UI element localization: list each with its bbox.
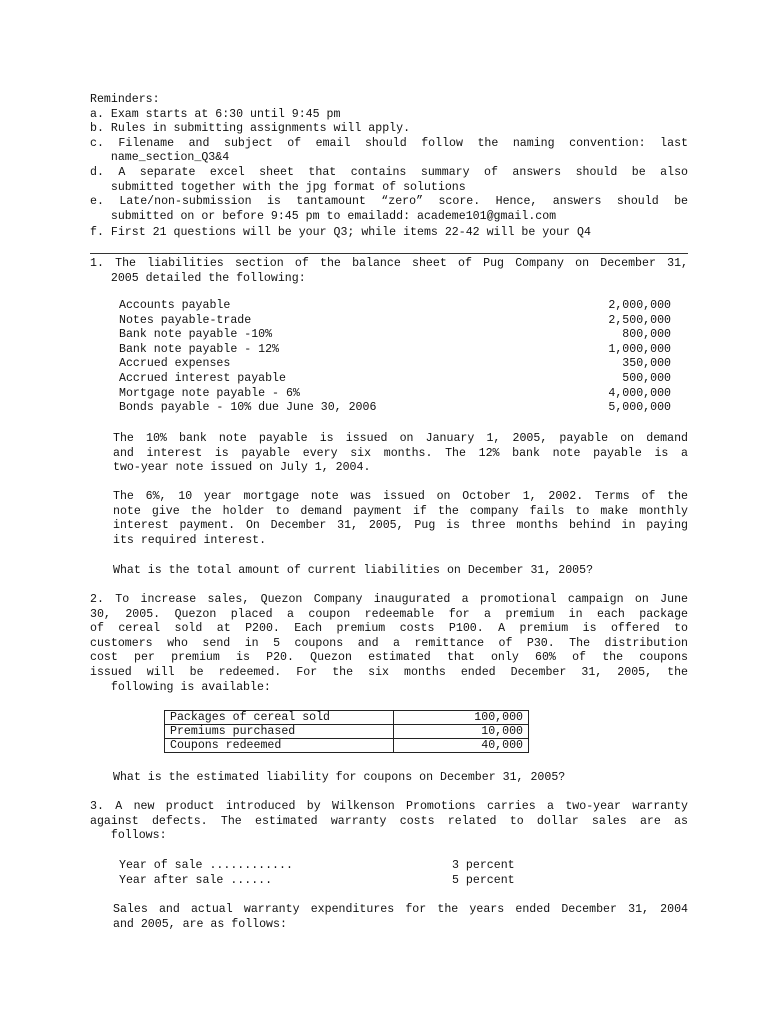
q1-question (113, 564, 688, 579)
reminder-a: a. Exam starts at 6:30 until 9:45 pm (90, 107, 341, 121)
reminder-e-line2: submitted on or before 9:45 pm to emailadd: academe101@gmail.com (90, 209, 557, 223)
liability-label: Bank note payable - 12% (119, 342, 280, 356)
table-cell-label: Coupons redeemed (165, 739, 394, 753)
q3-paragraph (113, 903, 688, 932)
reminder-e-line1: e. Late/non-submission is tantamount “zero” score. Hence, answers should be (90, 195, 688, 209)
q1-para1-line3: two-year note issued on July 1, 2004. (113, 461, 371, 475)
liability-amount: 2,000,000 (608, 299, 671, 312)
reminder-c-line2: name_section_Q3&4 (90, 151, 230, 165)
reminder-d-line1: d. A separate excel sheet that contains summary of answers should be also (90, 165, 688, 179)
liability-row (119, 299, 671, 314)
liability-amount: 5,000,000 (608, 401, 671, 415)
liability-row (119, 357, 671, 372)
q1-intro-line2: 2005 detailed the following: (90, 271, 306, 285)
warranty-label: Year after sale ...... (119, 873, 273, 887)
reminder-d-line2: submitted together with the jpg format of solutions (90, 180, 466, 194)
q3-intro-line1: 3. A new product introduced by Wilkenson Promotions carries a two-year warranty (90, 800, 688, 813)
table-cell-value: 100,000 (394, 711, 529, 725)
q1-paragraph-1 (113, 432, 688, 476)
liability-amount: 1,000,000 (608, 342, 671, 356)
liability-row (119, 328, 671, 343)
q1-para1-line2: and interest is payable every six months. The 12% bank note payable is a (113, 446, 688, 460)
q3-para-line2: and 2005, are as follows: (113, 917, 287, 931)
q2-intro-line6: issued will be redeemed. For the six months ended December 31, 2005, the (90, 665, 688, 679)
q1-liabilities-list (119, 299, 671, 416)
q2-question (113, 771, 688, 786)
table-cell-value: 40,000 (394, 739, 529, 753)
liability-amount: 2,500,000 (608, 313, 671, 327)
table-row (165, 711, 529, 725)
question-3 (90, 800, 688, 844)
liability-label: Accrued expenses (119, 357, 231, 371)
q1-para2-line4: its required interest. (113, 533, 267, 547)
reminders-section (90, 93, 688, 241)
q1-para2-line3: interest payment. On December 31, 2005, Pug is three months behind in paying (113, 519, 688, 533)
liability-row (119, 387, 671, 402)
liability-label: Accrued interest payable (119, 371, 286, 385)
liability-row (119, 314, 671, 329)
liability-label: Notes payable-trade (119, 313, 252, 327)
q2-question-text: What is the estimated liability for coupons on December 31, 2005? (113, 771, 566, 784)
q2-intro-line3: of cereal sold at P200. Each premium costs P100. A premium is offered to (90, 622, 688, 636)
warranty-label: Year of sale ............ (119, 859, 293, 872)
warranty-rate: 5 percent (452, 873, 515, 887)
warranty-row (119, 859, 539, 874)
section-divider (90, 253, 688, 254)
liability-label: Bonds payable - 10% due June 30, 2006 (119, 401, 377, 415)
reminder-c-line1: c. Filename and subject of email should follow the naming convention: last (90, 136, 688, 150)
question-1 (90, 257, 688, 286)
liability-label: Accounts payable (119, 299, 231, 312)
table-cell-value: 10,000 (394, 725, 529, 739)
q2-intro-line1: 2. To increase sales, Quezon Company inaugurated a promotional campaign on June (90, 593, 688, 606)
q1-intro-line1: 1. The liabilities section of the balance sheet of Pug Company on December 31, (90, 257, 688, 270)
reminder-f: f. First 21 questions will be your Q3; while items 22-42 will be your Q4 (90, 226, 591, 240)
q1-para2-line1: The 6%, 10 year mortgage note was issued on October 1, 2002. Terms of the (113, 490, 688, 503)
q2-intro-line4: customers who send in 5 coupons and a remittance of P30. The distribution (90, 636, 688, 650)
q3-intro-line2: against defects. The estimated warranty costs related to dollar sales are as (90, 814, 688, 828)
q3-intro-line3: follows: (90, 829, 167, 843)
q3-para-line1: Sales and actual warranty expenditures for the years ended December 31, 2004 (113, 903, 688, 916)
coupons-table (164, 710, 529, 753)
liability-amount: 800,000 (622, 328, 671, 342)
liability-amount: 500,000 (622, 371, 671, 385)
warranty-rate: 3 percent (452, 859, 515, 872)
reminder-b: b. Rules in submitting assignments will apply. (90, 122, 411, 136)
q3-warranty-rates (119, 859, 539, 888)
q1-para1-line1: The 10% bank note payable is issued on January 1, 2005, payable on demand (113, 432, 688, 445)
q1-question-text: What is the total amount of current liabilities on December 31, 2005? (113, 564, 594, 577)
liability-label: Mortgage note payable - 6% (119, 386, 300, 400)
liability-label: Bank note payable -10% (119, 328, 273, 342)
table-cell-label: Packages of cereal sold (165, 711, 394, 725)
liability-row (119, 372, 671, 387)
q2-intro-line7: following is available: (90, 680, 271, 694)
liability-amount: 4,000,000 (608, 386, 671, 400)
q2-intro-line2: 30, 2005. Quezon placed a coupon redeemable for a premium in each package (90, 607, 688, 621)
q1-para2-line2: note give the holder to demand payment if the company fails to make monthly (113, 504, 688, 518)
warranty-row (119, 874, 539, 889)
q2-intro-line5: cost per premium is P20. Quezon estimated that only 60% of the coupons (90, 651, 688, 665)
liability-amount: 350,000 (622, 357, 671, 371)
table-row (165, 739, 529, 753)
question-2 (90, 593, 688, 695)
q1-paragraph-2 (113, 490, 688, 548)
reminders-title: Reminders: (90, 93, 160, 106)
liability-row (119, 401, 671, 416)
liability-row (119, 343, 671, 358)
table-cell-label: Premiums purchased (165, 725, 394, 739)
table-row (165, 725, 529, 739)
